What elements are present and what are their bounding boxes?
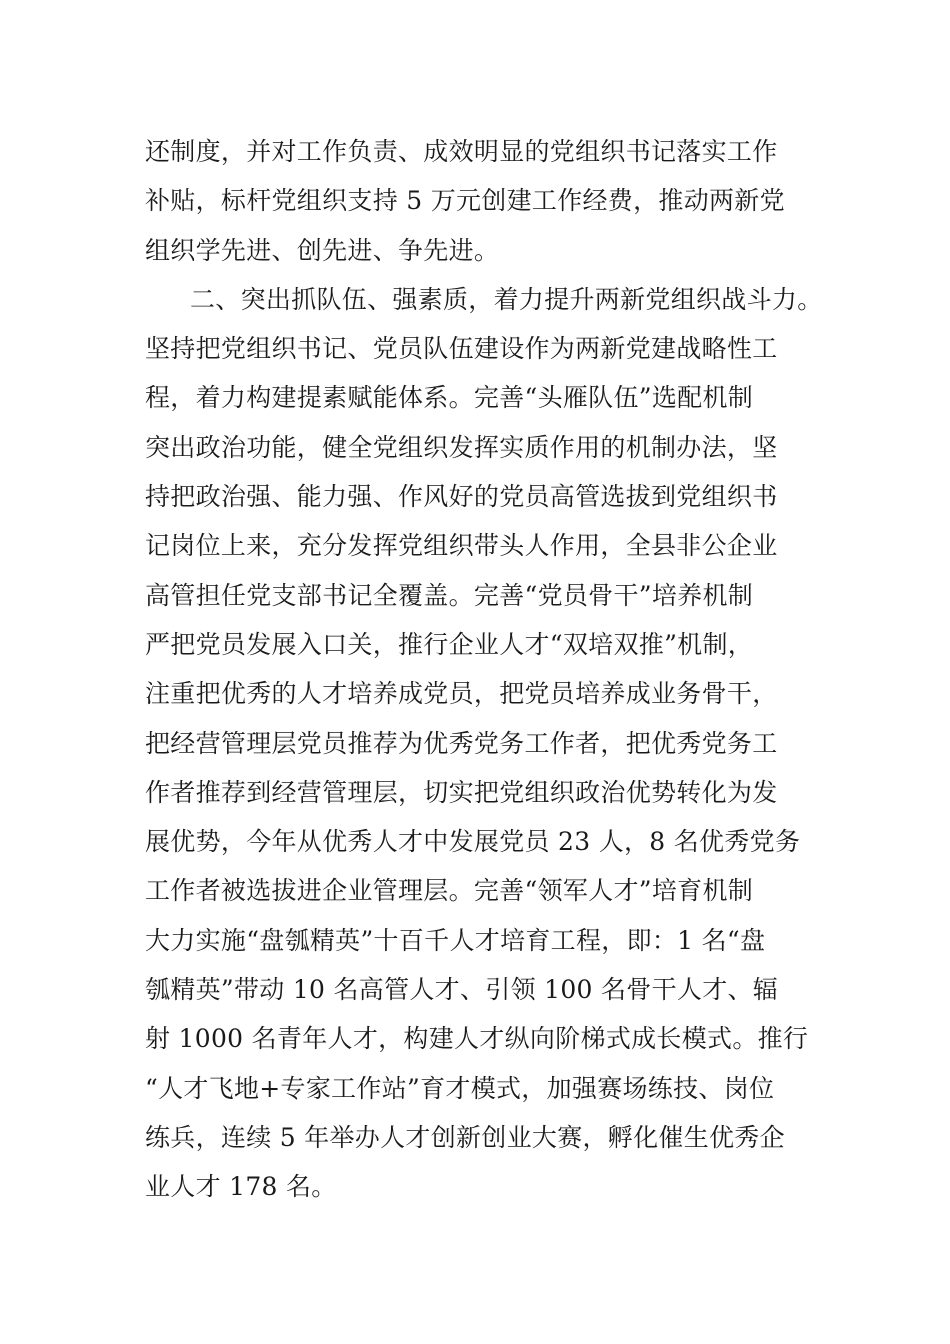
text-line: 射 1000 名青年人才，构建人才纵向阶梯式成长模式。推行 [145, 1024, 809, 1054]
text-line: 组织学先进、创先进、争先进。 [145, 235, 500, 265]
text-line: 突出政治功能，健全党组织发挥实质作用的机制办法，坚 [145, 432, 778, 462]
text-line: 补贴，标杆党组织支持 5 万元创建工作经费，推动两新党 [145, 186, 785, 216]
text-line: 持把政治强、能力强、作风好的党员高管选拔到党组织书 [145, 482, 778, 512]
text-line: 业人才 178 名。 [145, 1172, 337, 1202]
section-heading-line: 二、突出抓队伍、强素质，着力提升两新党组织战斗力。 [190, 284, 823, 314]
body-text [145, 127, 845, 1212]
text-line: 大力实施“盘瓠精英”十百千人才培育工程，即：1 名“盘 [145, 925, 766, 955]
text-line: 把经营管理层党员推荐为优秀党务工作者，把优秀党务工 [145, 728, 778, 758]
text-line: “人才飞地+专家工作站”育才模式，加强赛场练技、岗位 [145, 1073, 775, 1103]
text-line: 程，着力构建提素赋能体系。完善“头雁队伍”选配机制 [145, 383, 754, 413]
text-line: 严把党员发展入口关，推行企业人才“双培双推”机制， [145, 629, 754, 659]
text-line: 展优势，今年从优秀人才中发展党员 23 人，8 名优秀党务 [145, 827, 801, 857]
text-line: 高管担任党支部书记全覆盖。完善“党员骨干”培养机制 [145, 580, 754, 610]
text-line: 注重把优秀的人才培养成党员，把党员培养成业务骨干， [145, 679, 778, 709]
text-line: 练兵，连续 5 年举办人才创新创业大赛，孵化催生优秀企 [145, 1122, 785, 1152]
text-line: 坚持把党组织书记、党员队伍建设作为两新党建战略性工 [145, 334, 778, 364]
text-line: 瓠精英”带动 10 名高管人才、引领 100 名骨干人才、辐 [145, 975, 779, 1005]
text-line: 记岗位上来，充分发挥党组织带头人作用，全县非公企业 [145, 531, 778, 561]
text-line: 作者推荐到经营管理层，切实把党组织政治优势转化为发 [145, 777, 778, 807]
text-line: 还制度，并对工作负责、成效明显的党组织书记落实工作 [145, 137, 778, 166]
text-line: 工作者被选拔进企业管理层。完善“领军人才”培育机制 [145, 876, 754, 906]
